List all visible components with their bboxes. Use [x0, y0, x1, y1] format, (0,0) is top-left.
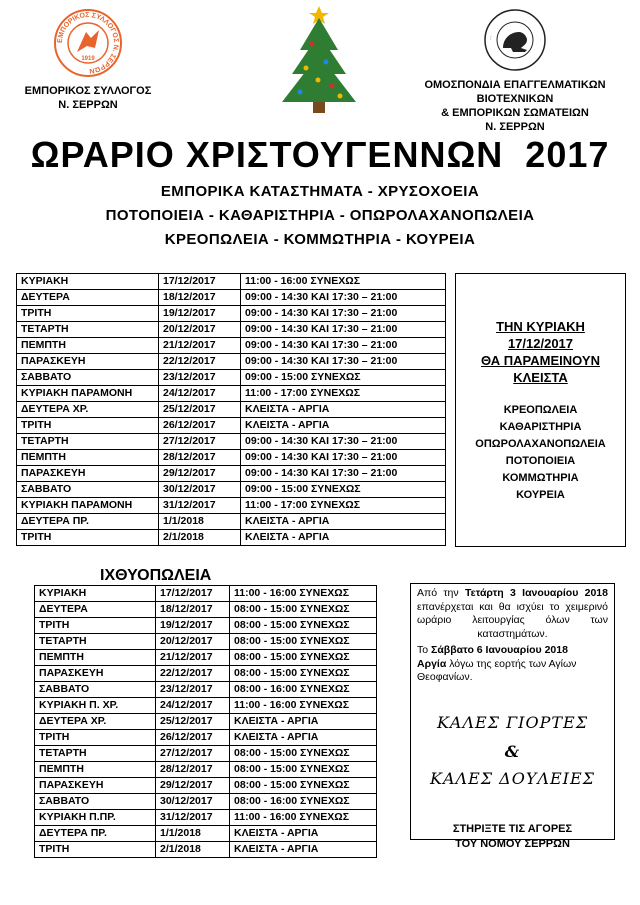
hours-cell: 09:00 - 14:30 ΚΑΙ 17:30 – 21:00	[241, 306, 446, 322]
seal-ring-text: ΕΜΠΟΡΙΚΟΣ ΣΥΛΛΟΓΟΣ Ν. ΣΕΡΡΩΝ	[56, 11, 120, 75]
hours-cell: 08:00 - 16:00 ΣΥΝΕΧΩΣ	[230, 794, 377, 810]
hours-cell: 09:00 - 15:00 ΣΥΝΕΧΩΣ	[241, 370, 446, 386]
left-logo-block	[18, 8, 158, 111]
hours-cell: 09:00 - 14:30 ΚΑΙ 17:30 – 21:00	[241, 290, 446, 306]
notice-line: ΚΛΕΙΣΤΑ	[513, 370, 568, 385]
date-cell: 28/12/2017	[156, 762, 230, 778]
day-cell: ΤΡΙΤΗ	[35, 618, 156, 634]
day-cell: ΠΑΡΑΣΚΕΥΗ	[17, 354, 159, 370]
date-cell: 24/12/2017	[159, 386, 241, 402]
closed-shop-item: ΚΡΕΟΠΩΛΕΙΑ	[503, 404, 578, 416]
hours-cell: 08:00 - 15:00 ΣΥΝΕΧΩΣ	[230, 666, 377, 682]
table-row	[35, 762, 377, 778]
day-cell: ΔΕΥΤΕΡΑ ΠΡ.	[35, 826, 156, 842]
hours-cell: ΚΛΕΙΣΤΑ - ΑΡΓΙΑ	[230, 730, 377, 746]
table-row	[17, 434, 446, 450]
closed-shop-item: ΠΟΤΟΠΟΙΕΙΑ	[505, 455, 576, 467]
day-cell: ΔΕΥΤΕΡΑ ΧΡ.	[35, 714, 156, 730]
hours-cell: 11:00 - 16:00 ΣΥΝΕΧΩΣ	[230, 810, 377, 826]
info-holiday: Αργία	[417, 657, 447, 670]
date-cell: 29/12/2017	[159, 466, 241, 482]
day-cell: ΤΡΙΤΗ	[17, 530, 159, 546]
date-cell: 25/12/2017	[159, 402, 241, 418]
hours-cell: 08:00 - 15:00 ΣΥΝΕΧΩΣ	[230, 762, 377, 778]
date-cell: 24/12/2017	[156, 698, 230, 714]
hours-cell: 09:00 - 14:30 ΚΑΙ 17:30 – 21:00	[241, 466, 446, 482]
date-cell: 2/1/2018	[156, 842, 230, 858]
notice-line: ΘΑ ΠΑΡΑΜΕΙΝΟΥΝ	[481, 353, 600, 368]
table-row	[17, 450, 446, 466]
closed-shop-item: ΟΠΩΡΟΛΑΧΑΝΟΠΩΛΕΙΑ	[475, 438, 606, 450]
table-row	[35, 698, 377, 714]
seal-ring-text: …	[486, 34, 494, 41]
date-cell: 30/12/2017	[156, 794, 230, 810]
table-row	[17, 466, 446, 482]
closed-shop-item: ΚΟΥΡΕΙΑ	[516, 489, 565, 501]
table-row	[35, 682, 377, 698]
emporikos-syllogos-seal-icon	[53, 8, 123, 78]
day-cell: ΤΡΙΤΗ	[17, 306, 159, 322]
table-row	[17, 498, 446, 514]
info-date: Τετάρτη 3 Ιανουαρίου 2018	[464, 587, 608, 599]
hours-cell: 08:00 - 15:00 ΣΥΝΕΧΩΣ	[230, 618, 377, 634]
date-cell: 31/12/2017	[159, 498, 241, 514]
main-schedule-table	[16, 273, 446, 546]
table-row	[35, 586, 377, 602]
day-cell: ΔΕΥΤΕΡΑ	[35, 602, 156, 618]
day-cell: ΤΡΙΤΗ	[17, 418, 159, 434]
sunday-notice	[456, 318, 625, 386]
info-text: Το	[417, 644, 432, 656]
table-row	[17, 386, 446, 402]
day-cell: ΚΥΡΙΑΚΗ Π.ΠΡ.	[35, 810, 156, 826]
hours-cell: 08:00 - 15:00 ΣΥΝΕΧΩΣ	[230, 746, 377, 762]
day-cell: ΤΕΤΑΡΤΗ	[17, 322, 159, 338]
date-cell: 1/1/2018	[156, 826, 230, 842]
date-cell: 19/12/2017	[159, 306, 241, 322]
closed-shops-list	[456, 402, 625, 504]
table-row	[17, 354, 446, 370]
date-cell: 26/12/2017	[159, 418, 241, 434]
table-row	[17, 514, 446, 530]
table-row	[35, 666, 377, 682]
info-box	[410, 583, 615, 850]
info-text: Από την	[417, 587, 465, 599]
hours-cell: ΚΛΕΙΣΤΑ - ΑΡΓΙΑ	[241, 530, 446, 546]
greeting-ampersand: &	[504, 741, 521, 761]
table-row	[17, 290, 446, 306]
subtitle-2: ΠΟΤΟΠΟΙΕΙΑ - ΚΑΘΑΡΙΣΤΗΡΙΑ - ΟΠΩΡΟΛΑΧΑΝΟΠΩΛΕΙΑ	[105, 207, 535, 224]
epiphany-paragraph	[417, 644, 608, 685]
date-cell: 20/12/2017	[156, 634, 230, 650]
table-row	[17, 402, 446, 418]
hours-cell: ΚΛΕΙΣΤΑ - ΑΡΓΙΑ	[230, 826, 377, 842]
hours-cell: 08:00 - 15:00 ΣΥΝΕΧΩΣ	[230, 602, 377, 618]
date-cell: 21/12/2017	[159, 338, 241, 354]
hours-cell: 11:00 - 17:00 ΣΥΝΕΧΩΣ	[241, 498, 446, 514]
day-cell: ΣΑΒΒΑΤΟ	[35, 682, 156, 698]
date-cell: 18/12/2017	[156, 602, 230, 618]
table-row	[35, 746, 377, 762]
table-row	[17, 322, 446, 338]
day-cell: ΤΕΤΑΡΤΗ	[35, 746, 156, 762]
fish-schedule-table	[34, 585, 377, 858]
day-cell: ΠΕΜΠΤΗ	[35, 650, 156, 666]
right-logo-caption-1: ΟΜΟΣΠΟΝΔΙΑ ΕΠΑΓΓΕΛΜΑΤΙΚΩΝ	[424, 79, 606, 91]
hours-cell: 11:00 - 16:00 ΣΥΝΕΧΩΣ	[241, 274, 446, 290]
right-logo-caption-3: & ΕΜΠΟΡΙΚΩΝ ΣΩΜΑΤΕΙΩΝ	[441, 107, 589, 119]
table-row	[17, 274, 446, 290]
hours-cell: 08:00 - 16:00 ΣΥΝΕΧΩΣ	[230, 682, 377, 698]
day-cell: ΠΕΜΠΤΗ	[35, 762, 156, 778]
info-text: επανέρχεται και θα ισχύει το χειμερινό ωράριο λειτουργίας όλων των καταστημάτων.	[417, 600, 608, 640]
omospondia-lion-seal-icon	[483, 8, 547, 72]
table-row	[35, 778, 377, 794]
table-row	[35, 730, 377, 746]
info-date: Σάββατο 6 Ιανουαρίου 2018	[431, 644, 568, 656]
day-cell: ΔΕΥΤΕΡΑ ΧΡ.	[17, 402, 159, 418]
table-row	[35, 826, 377, 842]
hours-cell: 11:00 - 16:00 ΣΥΝΕΧΩΣ	[230, 586, 377, 602]
info-text: λόγω της εορτής των Αγίων Θεοφανίων.	[417, 657, 577, 683]
table-row	[35, 842, 377, 858]
date-cell: 31/12/2017	[156, 810, 230, 826]
table-row	[35, 794, 377, 810]
date-cell: 30/12/2017	[159, 482, 241, 498]
hours-cell: 09:00 - 15:00 ΣΥΝΕΧΩΣ	[241, 482, 446, 498]
table-row	[35, 714, 377, 730]
date-cell: 17/12/2017	[156, 586, 230, 602]
fish-shops-title: ΙΧΘΥΟΠΩΛΕΙΑ	[100, 567, 212, 584]
table-row	[17, 482, 446, 498]
subtitle-1: ΕΜΠΟΡΙΚΑ ΚΑΤΑΣΤΗΜΑΤΑ - ΧΡΥΣΟΧΟΕΙΑ	[160, 183, 480, 200]
right-logo-caption-4: Ν. ΣΕΡΡΩΝ	[485, 121, 545, 133]
day-cell: ΠΕΜΠΤΗ	[17, 450, 159, 466]
sunday-notice-box	[455, 273, 626, 547]
day-cell: ΠΑΡΑΣΚΕΥΗ	[35, 666, 156, 682]
hours-cell: ΚΛΕΙΣΤΑ - ΑΡΓΙΑ	[230, 714, 377, 730]
day-cell: ΔΕΥΤΕΡΑ ΠΡ.	[17, 514, 159, 530]
hours-cell: ΚΛΕΙΣΤΑ - ΑΡΓΙΑ	[230, 842, 377, 858]
day-cell: ΣΑΒΒΑΤΟ	[35, 794, 156, 810]
day-cell: ΚΥΡΙΑΚΗ	[17, 274, 159, 290]
winter-hours-paragraph	[417, 587, 608, 641]
closed-shop-item: ΚΟΜΜΩΤΗΡΙΑ	[502, 472, 579, 484]
right-logo-caption-2: ΒΙΟΤΕΧΝΙΚΩΝ	[476, 93, 554, 105]
date-cell: 23/12/2017	[156, 682, 230, 698]
date-cell: 29/12/2017	[156, 778, 230, 794]
date-cell: 20/12/2017	[159, 322, 241, 338]
table-row	[35, 650, 377, 666]
day-cell: ΚΥΡΙΑΚΗ ΠΑΡΑΜΟΝΗ	[17, 386, 159, 402]
table-row	[17, 418, 446, 434]
date-cell: 2/1/2018	[159, 530, 241, 546]
seal-year: 1919	[81, 56, 95, 62]
greeting-business: ΚΑΛΕΣ ΔΟΥΛΕΙΕΣ	[430, 768, 595, 788]
date-cell: 27/12/2017	[156, 746, 230, 762]
day-cell: ΤΕΤΑΡΤΗ	[35, 634, 156, 650]
left-logo-caption-2: Ν. ΣΕΡΡΩΝ	[58, 99, 118, 111]
left-logo-caption-1: ΕΜΠΟΡΙΚΟΣ ΣΥΛΛΟΓΟΣ	[24, 85, 152, 97]
date-cell: 21/12/2017	[156, 650, 230, 666]
right-logo-block	[410, 8, 620, 133]
christmas-tree-icon	[276, 4, 362, 116]
subtitle-3: ΚΡΕΟΠΩΛΕΙΑ - ΚΟΜΜΩΤΗΡΙΑ - ΚΟΥΡΕΙΑ	[164, 231, 476, 248]
hours-cell: 09:00 - 14:30 ΚΑΙ 17:30 – 21:00	[241, 322, 446, 338]
hours-cell: 11:00 - 17:00 ΣΥΝΕΧΩΣ	[241, 386, 446, 402]
day-cell: ΠΕΜΠΤΗ	[17, 338, 159, 354]
day-cell: ΣΑΒΒΑΤΟ	[17, 370, 159, 386]
hours-cell: ΚΛΕΙΣΤΑ - ΑΡΓΙΑ	[241, 418, 446, 434]
table-row	[17, 338, 446, 354]
date-cell: 23/12/2017	[159, 370, 241, 386]
hours-cell: ΚΛΕΙΣΤΑ - ΑΡΓΙΑ	[241, 402, 446, 418]
support-line-1: ΣΤΗΡΙΞΤΕ ΤΙΣ ΑΓΟΡΕΣ	[452, 822, 573, 835]
date-cell: 17/12/2017	[159, 274, 241, 290]
date-cell: 27/12/2017	[159, 434, 241, 450]
day-cell: ΠΑΡΑΣΚΕΥΗ	[17, 466, 159, 482]
day-cell: ΤΡΙΤΗ	[35, 730, 156, 746]
hours-cell: 09:00 - 14:30 ΚΑΙ 17:30 – 21:00	[241, 338, 446, 354]
day-cell: ΤΡΙΤΗ	[35, 842, 156, 858]
hours-cell: 09:00 - 14:30 ΚΑΙ 17:30 – 21:00	[241, 354, 446, 370]
hours-cell: ΚΛΕΙΣΤΑ - ΑΡΓΙΑ	[241, 514, 446, 530]
table-row	[35, 618, 377, 634]
table-row	[35, 634, 377, 650]
day-cell: ΤΕΤΑΡΤΗ	[17, 434, 159, 450]
support-line-2: ΤΟΥ ΝΟΜΟΥ ΣΕΡΡΩΝ	[455, 837, 570, 850]
date-cell: 22/12/2017	[159, 354, 241, 370]
table-row	[35, 810, 377, 826]
date-cell: 28/12/2017	[159, 450, 241, 466]
greeting-holidays: ΚΑΛΕΣ ΓΙΟΡΤΕΣ	[436, 712, 589, 732]
date-cell: 1/1/2018	[159, 514, 241, 530]
date-cell: 19/12/2017	[156, 618, 230, 634]
hours-cell: 11:00 - 16:00 ΣΥΝΕΧΩΣ	[230, 698, 377, 714]
notice-line: ΤΗΝ ΚΥΡΙΑΚΗ	[496, 319, 585, 334]
day-cell: ΣΑΒΒΑΤΟ	[17, 482, 159, 498]
date-cell: 25/12/2017	[156, 714, 230, 730]
hours-cell: 08:00 - 15:00 ΣΥΝΕΧΩΣ	[230, 778, 377, 794]
table-row	[17, 370, 446, 386]
day-cell: ΠΑΡΑΣΚΕΥΗ	[35, 778, 156, 794]
hours-cell: 09:00 - 14:30 ΚΑΙ 17:30 – 21:00	[241, 434, 446, 450]
hours-cell: 08:00 - 15:00 ΣΥΝΕΧΩΣ	[230, 650, 377, 666]
page-title: ΩΡΑΡΙΟ ΧΡΙΣΤΟΥΓΕΝΝΩΝ 2017	[30, 134, 610, 175]
table-row	[17, 306, 446, 322]
hours-cell: 08:00 - 15:00 ΣΥΝΕΧΩΣ	[230, 634, 377, 650]
day-cell: ΚΥΡΙΑΚΗ	[35, 586, 156, 602]
notice-line: 17/12/2017	[507, 336, 574, 351]
closed-shop-item: ΚΑΘΑΡΙΣΤΗΡΙΑ	[499, 421, 582, 433]
date-cell: 26/12/2017	[156, 730, 230, 746]
day-cell: ΚΥΡΙΑΚΗ Π. ΧΡ.	[35, 698, 156, 714]
date-cell: 18/12/2017	[159, 290, 241, 306]
table-row	[35, 602, 377, 618]
date-cell: 22/12/2017	[156, 666, 230, 682]
hours-cell: 09:00 - 14:30 ΚΑΙ 17:30 – 21:00	[241, 450, 446, 466]
day-cell: ΚΥΡΙΑΚΗ ΠΑΡΑΜΟΝΗ	[17, 498, 159, 514]
table-row	[17, 530, 446, 546]
day-cell: ΔΕΥΤΕΡΑ	[17, 290, 159, 306]
